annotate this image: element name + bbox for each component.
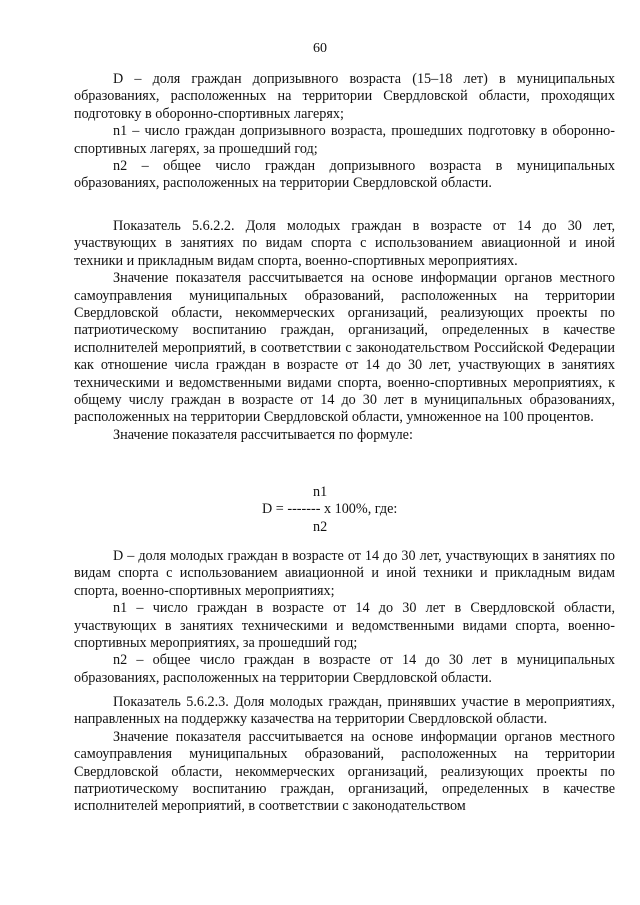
indicator-5-6-2-2-method: Значение показателя рассчитывается на основе информации органов местного самоуправления муниципальных образований, расположенных на территории Свердловской области, некоммерческих организаций, реализующих проекты по патриотическому воспитанию граждан, организаций, определенных в качестве исполнителей мероприятий, в соответствии с законодательством Российской Федерации как отношение числа граждан в возрасте от 14 до 30 лет, участвующих в занятиях техническими и ведомственными видами спорта, военно-спортивных мероприятиях, к общему числу граждан в возрасте от 14 до 30 лет в муниципальных образованиях, расположенных на территории Свердловской области, умноженное на 100 процентов. xyxy=(74,270,615,426)
formula-intro: Значение показателя рассчитывается по формуле: xyxy=(113,426,413,443)
formula-numerator: n1 xyxy=(313,484,328,500)
definitions-block-1 xyxy=(74,71,615,193)
definitions-block-2 xyxy=(74,548,615,687)
definition-n2-1: n2 – общее число граждан допризывного возраста в муниципальных образованиях, расположенных на территории Свердловской области. xyxy=(74,158,615,192)
definition-d-1: D – доля граждан допризывного возраста (15–18 лет) в муниципальных образованиях, расположенных на территории Свердловской области, проходящих подготовку в оборонно-спортивных лагерях; xyxy=(74,71,615,122)
indicator-5-6-2-2-block xyxy=(74,218,615,444)
definition-n1-2: n1 – число граждан в возрасте от 14 до 30 лет в Свердловской области, участвующих в занятиях техническими и ведомственными видами спорта, военно-спортивных мероприятиях, за прошедший год; xyxy=(74,600,615,652)
indicator-5-6-2-3-method: Значение показателя рассчитывается на основе информации органов местного самоуправления муниципальных образований, расположенных на территории Свердловской области, некоммерческих организаций, реализующих проекты по патриотическому воспитанию граждан, организаций, определенных в качестве исполнителей мероприятий, в соответствии с законодательством xyxy=(74,728,615,815)
definition-n1-1: n1 – число граждан допризывного возраста, прошедших подготовку в оборонно-спортивных лагерях, за прошедший год; xyxy=(74,123,615,157)
page-number: 60 xyxy=(313,41,327,56)
indicator-5-6-2-2-title: Показатель 5.6.2.2. Доля молодых граждан в возрасте от 14 до 30 лет, участвующих в занятиях по видам спорта с использованием авиационной и иной техники и прикладным видам спорта, военно-спортивных мероприятиях. xyxy=(74,218,615,269)
indicator-5-6-2-3-title: Показатель 5.6.2.3. Доля молодых граждан, принявших участие в мероприятиях, направленных на поддержку казачества на территории Свердловской области. xyxy=(74,694,615,728)
indicator-5-6-2-3-block xyxy=(74,694,615,816)
definition-d-2: D – доля молодых граждан в возрасте от 14 до 30 лет, участвующих в занятиях по видам спорта с использованием авиационной и иной техники и прикладным видам спорта, военно-спортивных мероприятиях; xyxy=(74,548,615,599)
definition-n2-2: n2 – общее число граждан в возрасте от 14 до 30 лет в муниципальных образованиях, расположенных на территории Свердловской области. xyxy=(74,652,615,686)
formula-line: D = ------- x 100%, где: xyxy=(262,501,398,517)
formula-denominator: n2 xyxy=(313,519,328,535)
